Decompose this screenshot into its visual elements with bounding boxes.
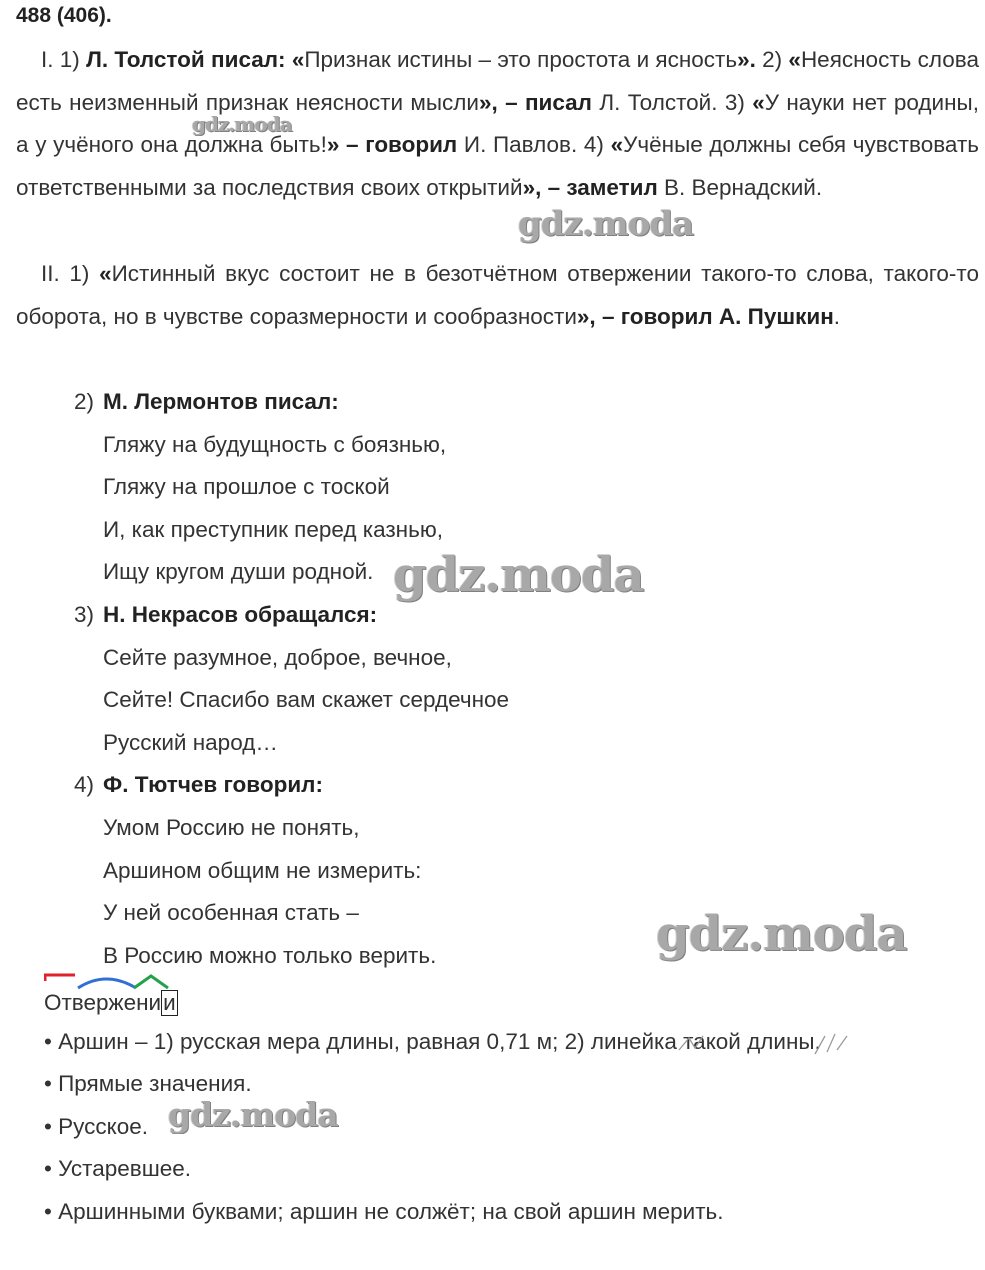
poem-line: Умом Россию не понять, [103, 815, 360, 840]
part-one-paragraph: I. 1) Л. Толстой писал: «Признак истины – это простота и ясность». 2) «Неясность слова есть неизменный признак неясности мысли», – писал Л. Толстой. 3) «У науки нет родины, а у учёного она должна быть!» – говорил И. Павлов. 4) «Учёные должны себя чувствовать ответственными за последствия своих открытий», – заметил В. Вернадский. [16, 47, 979, 200]
pencil-scribble [675, 1030, 865, 1060]
item-number: 4) [74, 772, 95, 797]
item-heading: Ф. Тютчев говорил: [103, 772, 323, 797]
poem-line: Гляжу на будущность с боязнью, [103, 432, 447, 457]
part-one-lead: I. 1) [41, 47, 80, 72]
quote1-text: Признак истины – это простота и ясность [304, 47, 738, 72]
morpheme-word [44, 982, 178, 1025]
item-heading: Н. Некрасов обращался: [103, 602, 378, 627]
poem-line: В Россию можно только верить. [103, 943, 437, 968]
poem-line: Сейте разумное, доброе, вечное, [103, 645, 452, 670]
exercise-number: 488 (406). [16, 4, 112, 27]
poem-line: Аршином общим не измерить: [103, 858, 422, 883]
bullet-item: • Аршин – 1) русская мера длины, равная 0,71 м; 2) линейка такой длины. [44, 1029, 821, 1054]
watermark: gdz.moda [518, 204, 694, 244]
quote2-author: Л. Толстой. [591, 89, 725, 115]
poem-line: Русский народ… [103, 730, 278, 755]
quote4-text: Учёные должны себя чувствовать ответственными за последствия своих открытий [16, 132, 979, 200]
word-ending: и [163, 990, 176, 1015]
watermark: gdz.moda [168, 1095, 338, 1134]
poem-line: Ищу кругом души родной. [103, 559, 374, 584]
item-heading: М. Лермонтов писал: [103, 389, 339, 414]
bullet-item: • Аршинными буквами; аршин не солжёт; на свой аршин мерить. [44, 1199, 724, 1224]
item-number: 2) [74, 389, 95, 414]
part-two-paragraph: II. 1) «Истинный вкус состоит не в безотчётном отвержении такого-то слова, такого-то оборота, но в чувстве соразмерности и сообразности», – говорил А. Пушкин. [16, 261, 979, 329]
poem-line: И, как преступник перед казнью, [103, 517, 443, 542]
bullet-item: • Прямые значения. [44, 1071, 252, 1096]
prefix-mark [45, 975, 75, 981]
quote3-text: У науки нет родины, а у учёного она должна быть! [16, 89, 979, 157]
quote1-author: Л. Толстой писал: [86, 47, 286, 72]
quote2-text: Неясность слова есть неизменный признак неясности мысли [16, 47, 979, 115]
bullet-item: • Устаревшее. [44, 1156, 192, 1181]
pushkin-quote-text: Истинный вкус состоит не в безотчётном отвержении такого-то слова, такого-то оборота, но в чувстве соразмерности и сообразности [16, 261, 979, 329]
pushkin-quote-author: », – говорил А. Пушкин [576, 303, 834, 329]
bullet-item: • Русское. [44, 1114, 149, 1139]
word-stem: Отвержени [44, 990, 162, 1015]
quote4-author: В. Вернадский. [657, 174, 823, 200]
quote2-verb: », – писал [478, 89, 592, 115]
quote4-verb: », – заметил [522, 174, 658, 200]
part-two-lead: II. 1) [41, 261, 100, 286]
poem-line: У ней особенная стать – [103, 900, 359, 925]
watermark: gdz.moda [656, 906, 907, 962]
watermark: gdz.moda [393, 547, 644, 603]
item-number: 3) [74, 602, 95, 627]
watermark: gdz.moda [192, 112, 292, 136]
quote3-verb: » – говорил [326, 132, 458, 157]
poem-line: Сейте! Спасибо вам скажет сердечное [103, 687, 510, 712]
quote3-author: И. Павлов. [457, 132, 584, 157]
poem-line: Гляжу на прошлое с тоской [103, 474, 390, 499]
